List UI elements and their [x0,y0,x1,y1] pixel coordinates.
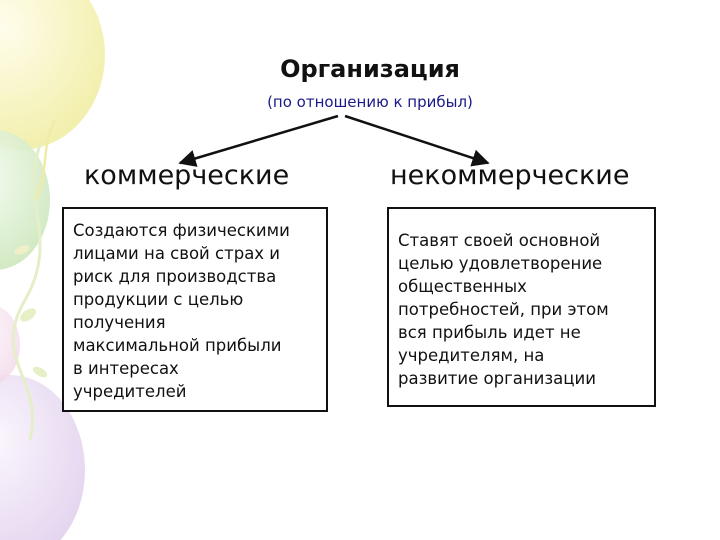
arrow-to-noncommercial [345,116,488,163]
arrow-to-commercial [180,116,338,163]
description-line: целью удовлетворение [398,254,603,273]
description-line: лицами на свой страх и [73,244,281,263]
description-line: риск для производства [73,267,277,286]
description-line: учредителям, на [398,346,545,365]
description-line: максимальной прибыли [73,336,282,355]
description-line: развитие организации [398,369,596,388]
commercial-description-box [62,207,328,412]
category-commercial-label: коммерческие [84,160,290,191]
description-line: общественных [398,277,527,296]
category-noncommercial-label: некоммерческие [390,160,630,191]
description-line: в интересах [73,359,179,378]
noncommercial-description-box [387,207,656,407]
description-line: потребностей, при этом [398,300,609,319]
diagram-subtitle: (по отношению к прибыл) [267,93,473,111]
diagram-title: Организация [280,55,460,83]
description-line: Ставят своей основной [398,231,601,250]
description-line: продукции с целью [73,290,244,309]
description-line: учредителей [73,382,187,401]
description-line: вся прибыль идет не [398,323,581,342]
description-line: Создаются физическими [73,221,290,240]
description-line: получения [73,313,166,332]
